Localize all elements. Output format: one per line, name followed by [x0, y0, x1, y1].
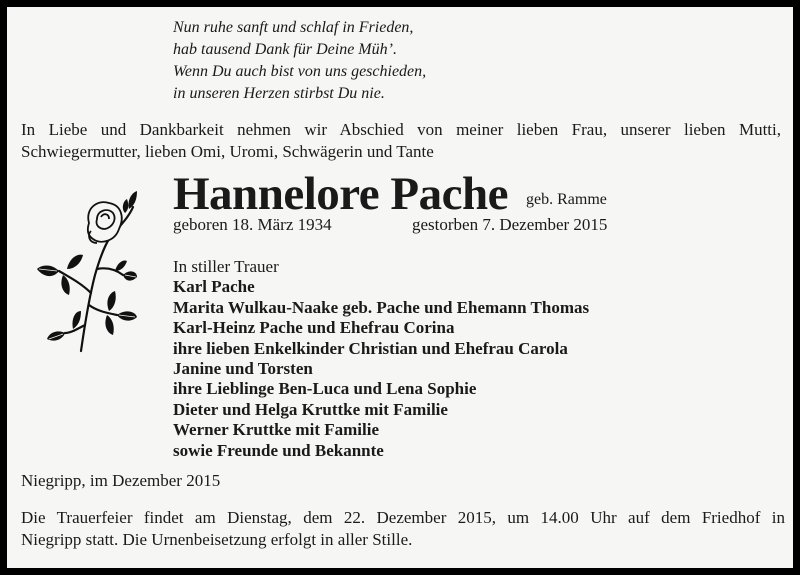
funeral-line-1: Die Trauerfeier findet am Dienstag, dem 22. Dezember 2015, um 14.00 Uhr auf dem Friedhof in	[21, 508, 785, 527]
mourning-lead: In stiller Trauer	[173, 257, 279, 276]
place-and-date: Niegripp, im Dezember 2015	[21, 471, 221, 490]
intro-text	[21, 119, 781, 163]
poem-line: Nun ruhe sanft und schlaf in Frieden,	[173, 19, 414, 36]
maiden-name: geb. Ramme	[526, 191, 607, 208]
death-date: gestorben 7. Dezember 2015	[412, 215, 608, 234]
poem-line: Wenn Du auch bist von uns geschieden,	[173, 63, 427, 80]
intro-line-1: In Liebe und Dankbarkeit nehmen wir Abschied von meiner lieben Frau, unserer lieben Mutti,	[21, 120, 781, 139]
funeral-notice	[21, 507, 785, 551]
poem-line: in unseren Herzen stirbst Du nie.	[173, 85, 385, 102]
intro-line-2: Schwiegermutter, lieben Omi, Uromi, Schwägerin und Tante	[21, 142, 434, 161]
birth-date: geboren 18. März 1934	[173, 215, 332, 234]
mourner-entry: Dieter und Helga Kruttke mit Familie	[173, 399, 448, 419]
mourner-entry: ihre Lieblinge Ben-Luca und Lena Sophie	[173, 379, 477, 399]
poem-line: hab tausend Dank für Deine Müh’.	[173, 41, 397, 58]
deceased-name: Hannelore Pache	[173, 168, 508, 220]
obituary-card	[7, 7, 793, 568]
rose-icon	[37, 183, 137, 355]
mourner-entry: Werner Kruttke mit Familie	[173, 420, 379, 440]
mourner-entry: Marita Wulkau-Naake geb. Pache und Ehemann Thomas	[173, 297, 590, 317]
mourners-list	[173, 257, 589, 461]
mourner-entry: sowie Freunde und Bekannte	[173, 440, 384, 460]
mourner-entry: ihre lieben Enkelkinder Christian und Ehefrau Carola	[173, 338, 568, 358]
funeral-line-2: Niegripp statt. Die Urnenbeisetzung erfolgt in aller Stille.	[21, 530, 413, 549]
mourner-entry: Karl-Heinz Pache und Ehefrau Corina	[173, 318, 455, 338]
mourner-entry: Karl Pache	[173, 277, 255, 297]
mourner-entry: Janine und Torsten	[173, 359, 313, 379]
memorial-poem	[173, 17, 426, 105]
